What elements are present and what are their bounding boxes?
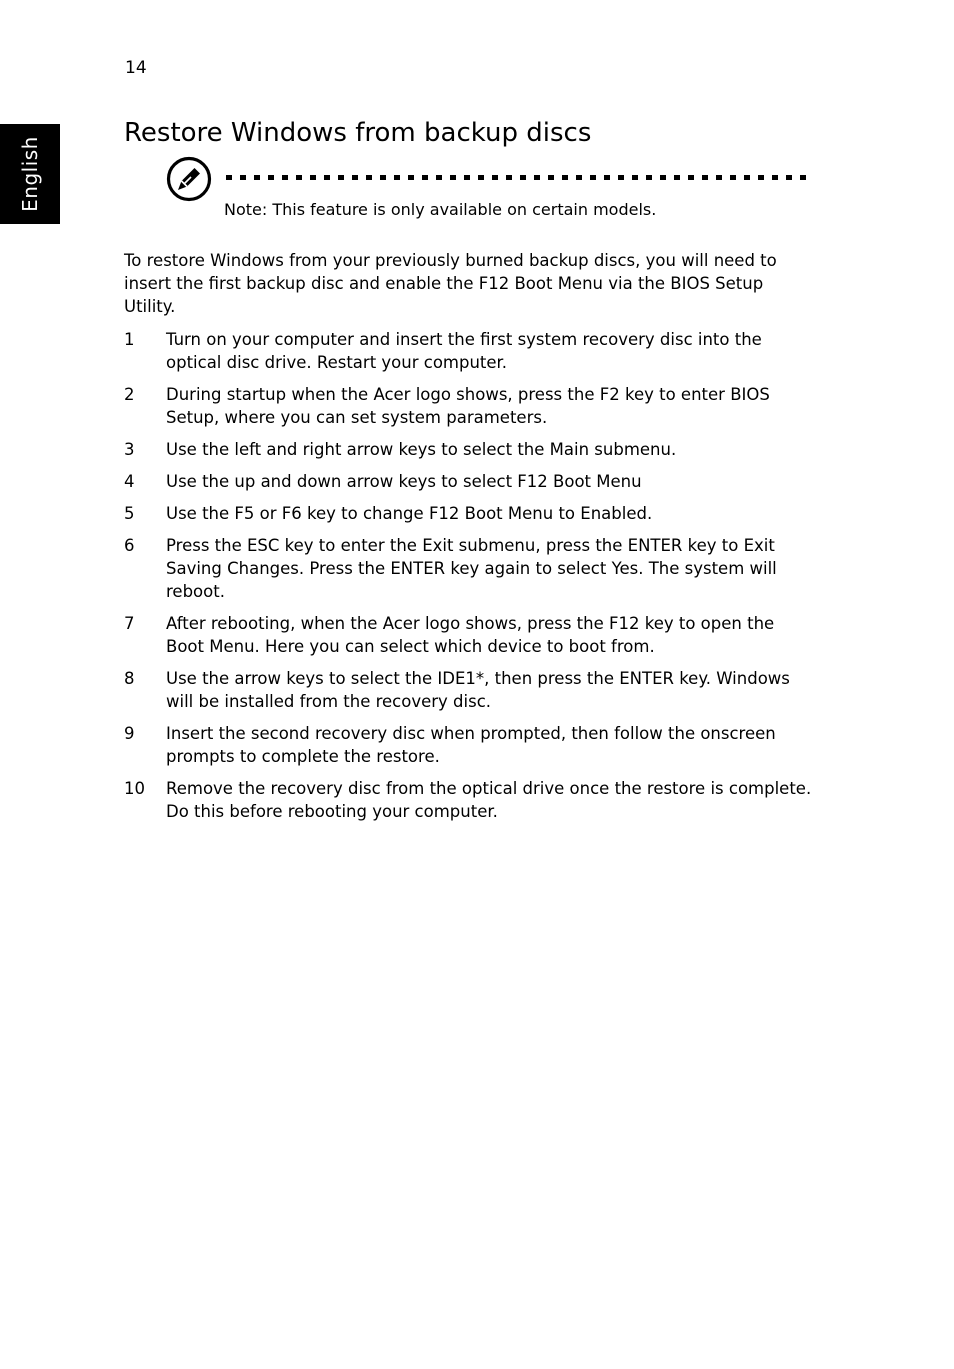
ui-keyword: Boot Menu: [166, 637, 255, 656]
text-run: During startup when the Acer logo shows, press the: [166, 385, 600, 404]
step-number: 10: [124, 779, 145, 798]
text-run: , where you can set system parameters.: [214, 408, 548, 427]
step-number: 3: [124, 440, 135, 459]
step-item: [124, 470, 814, 493]
step-number: 9: [124, 724, 135, 743]
note-label: Note:: [224, 200, 268, 219]
text-run: After rebooting, when the Acer logo shows, press the: [166, 614, 609, 633]
restore-steps-list: [124, 328, 814, 832]
step-text: [166, 667, 814, 713]
ui-keyword: BIOS Setup: [166, 385, 770, 427]
step-text: [166, 534, 814, 603]
language-tab: [0, 124, 60, 224]
ui-keyword: ESC: [247, 536, 280, 555]
ui-keyword: ENTER: [627, 536, 683, 555]
ui-keyword: F6: [281, 504, 302, 523]
text-run: via the BIOS Setup Utility.: [124, 274, 764, 316]
step-item: [124, 722, 814, 768]
step-item: [124, 612, 814, 658]
step-text: [166, 438, 814, 461]
text-run: Insert the second recovery disc when prompted, then follow the onscreen prompts to complete the restore.: [166, 724, 776, 766]
text-run: . The system will reboot.: [166, 559, 777, 601]
note-body: This feature is only available on certain models.: [267, 200, 657, 219]
step-item: [124, 667, 814, 713]
text-run: , then press the: [484, 669, 620, 688]
step-number: 8: [124, 669, 135, 688]
text-run: submenu.: [589, 440, 677, 459]
text-run: or: [254, 504, 282, 523]
ui-keyword: Exit Saving Changes: [166, 536, 775, 578]
text-run: Use the: [166, 504, 235, 523]
step-text: [166, 470, 814, 493]
step-number: 5: [124, 504, 135, 523]
text-run: key again to select: [445, 559, 612, 578]
text-run: Remove the recovery disc from the optical drive once the restore is complete. Do this before rebooting your computer.: [166, 779, 812, 821]
step-number: 2: [124, 385, 135, 404]
text-run: key to open the: [639, 614, 775, 633]
text-run: key to enter: [619, 385, 731, 404]
ui-keyword: F5: [234, 504, 255, 523]
ui-keyword: Exit: [422, 536, 454, 555]
language-tab-label: English: [18, 136, 42, 212]
text-run: .: [646, 504, 653, 523]
intro-paragraph: [124, 249, 814, 318]
text-run: key to enter the: [279, 536, 423, 555]
text-run: key to: [682, 536, 744, 555]
step-text: [166, 612, 814, 658]
text-run: Use the arrow keys to select the: [166, 669, 438, 688]
text-run: Use the up and down arrow keys to select: [166, 472, 518, 491]
ui-keyword: Main: [549, 440, 590, 459]
step-item: [124, 383, 814, 429]
text-run: To restore Windows from your previously burned backup discs, you will need to insert the first backup disc and enable the: [124, 251, 777, 293]
note-pen-icon: [166, 156, 212, 202]
section-title: Restore Windows from backup discs: [124, 118, 592, 148]
ui-keyword: ENTER: [390, 559, 446, 578]
step-number: 7: [124, 614, 135, 633]
text-run: to: [553, 504, 581, 523]
text-run: Use the left and right arrow keys to select the: [166, 440, 550, 459]
step-text: [166, 777, 814, 823]
text-run: . Press the: [298, 559, 391, 578]
ui-keyword: F12: [609, 614, 640, 633]
text-run: key. Windows will be installed from the recovery disc.: [166, 669, 790, 711]
step-item: [124, 534, 814, 603]
text-run: Press the: [166, 536, 247, 555]
step-item: [124, 777, 814, 823]
step-number: 1: [124, 330, 135, 349]
ui-keyword: F12 Boot Menu: [517, 472, 642, 491]
ui-keyword: F2: [599, 385, 620, 404]
note-text: [224, 199, 656, 221]
text-run: . Here you can select which device to boot from.: [254, 637, 655, 656]
step-number: 4: [124, 472, 135, 491]
text-run: submenu, press the: [453, 536, 628, 555]
step-item: [124, 502, 814, 525]
note-divider: [226, 175, 810, 180]
ui-keyword: IDE1*: [437, 669, 485, 688]
step-item: [124, 328, 814, 374]
text-run: key to change: [301, 504, 429, 523]
ui-keyword: F12 Boot Menu: [428, 504, 554, 523]
ui-keyword: Yes: [611, 559, 639, 578]
step-text: [166, 328, 814, 374]
ui-keyword: F12 Boot Menu: [478, 274, 603, 293]
ui-keyword: ENTER: [619, 669, 674, 688]
step-text: [166, 383, 814, 429]
text-run: Turn on your computer and insert the first system recovery disc into the optical disc drive. Restart your computer.: [166, 330, 762, 372]
step-number: 6: [124, 536, 135, 555]
ui-keyword: Enabled: [580, 504, 647, 523]
page-number: 14: [125, 58, 147, 78]
step-text: [166, 722, 814, 768]
step-item: [124, 438, 814, 461]
step-text: [166, 502, 814, 525]
